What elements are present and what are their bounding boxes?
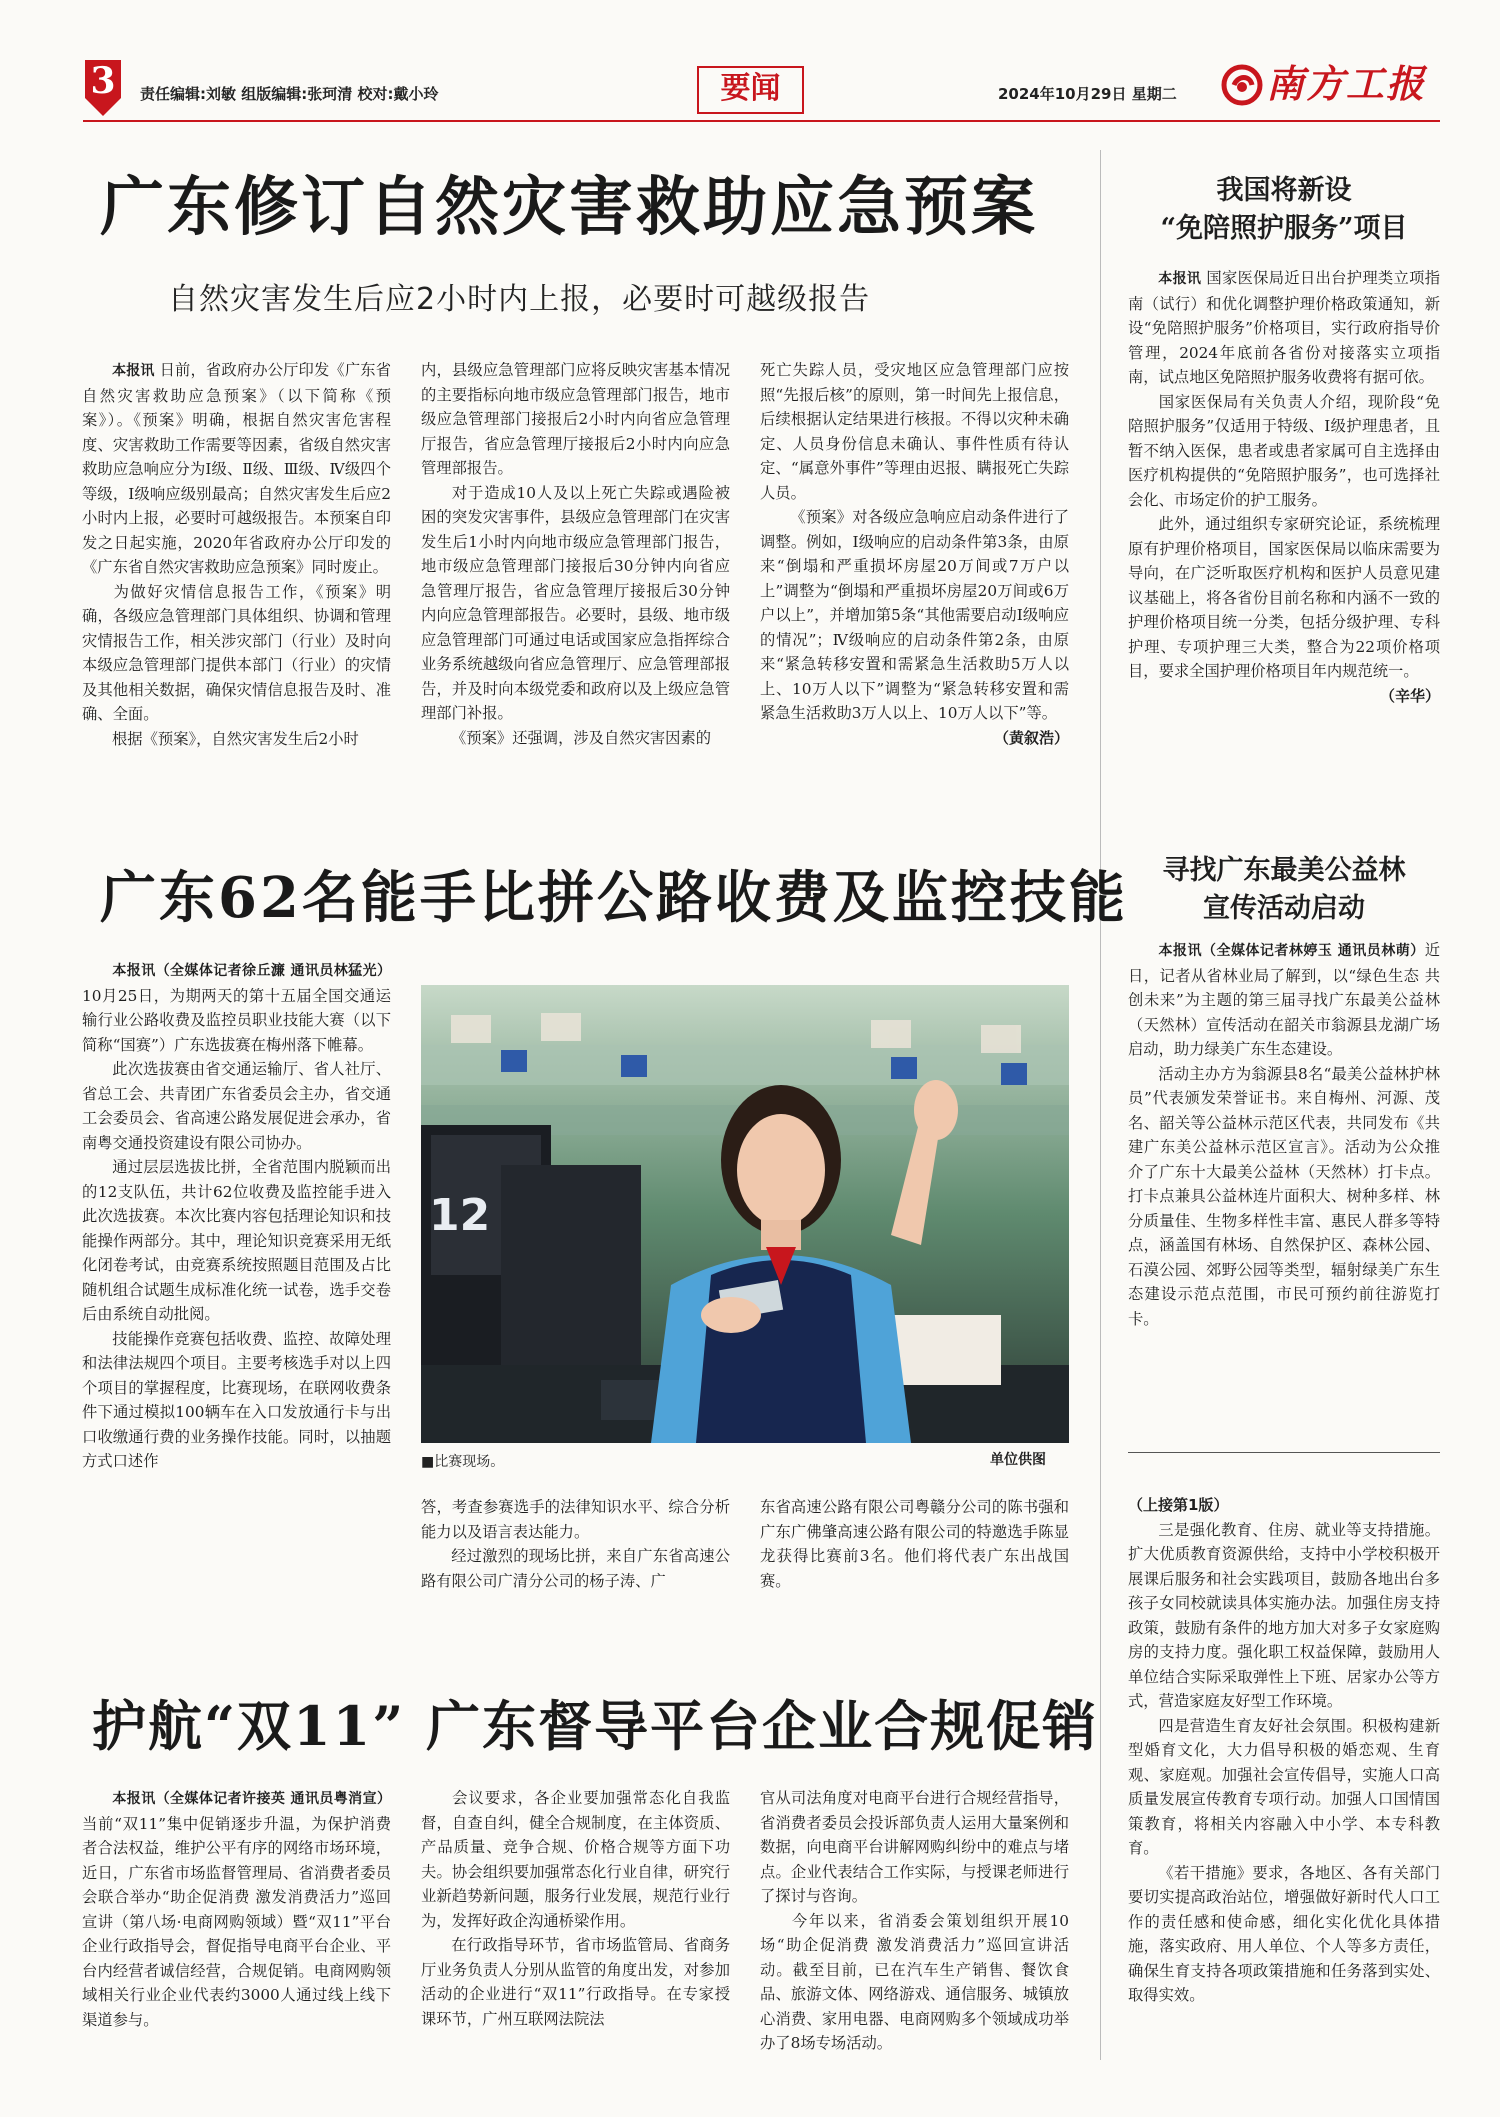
article2-paragraph: 答，考查参赛选手的法律知识水平、综合分析能力以及语言表达能力。 <box>421 1498 730 1541</box>
article3-paragraph: 当前“双11”集中促销逐步升温，为保护消费者合法权益，维护公平有序的网络市场环境，近日，广东省市场监督管理局、省消费者委员会联合举办“助企促消费 激发消费活力”巡回宣讲（第八场·电商网购领域）暨“双11”平台企业行政指导会，督促指导电商平台企业、平台内经营者诚信经营，合规促销。电商网购领域相关行业企业代表约3000人通过线上线下渠道参与。 <box>82 1814 391 2029</box>
article3-paragraph: 在行政指导环节，省市场监管局、省商务厅业务负责人分别从监管的角度出发，对参加活动的企业进行“双11”行政指导。在专家授课环节，广州互联网法院法 <box>421 1936 730 2028</box>
article1-byline: 本报讯 <box>112 363 155 379</box>
sidebar1-headline-line1: 我国将新设 <box>1216 175 1352 206</box>
article1-subheadline: 自然灾害发生后应2小时内上报，必要时可越级报告 <box>168 282 871 317</box>
continued-label: （上接第1版） <box>1128 1496 1229 1514</box>
article1-paragraph: 根据《预案》，自然灾害发生后2小时 <box>112 729 359 748</box>
article1-paragraph: 对于造成10人及以上死亡失踪或遇险被困的突发灾害事件，县级应急管理部门在灾害发生后1小时内向地市级应急管理部门报告，地市级应急管理部门接报后30分钟内向省应急管理厅报告，省应急管理厅接报后30分钟内向应急管理部报告。必要时，县级、地市级应急管理部门可通过电话或国家应急指挥综合业务系统越级向省应急管理厅、应急管理部报告，并及时向本级党委和政府以及上级应急管理部门补报。 <box>421 483 730 722</box>
sidebar1-headline-line2: “免陪照护服务”项目 <box>1160 213 1408 244</box>
continued-paragraph: 三是强化教育、住房、就业等支持措施。扩大优质教育资源供给，支持中小学校积极开展课后服务和社会实践项目，鼓励各地出台多孩子女同校就读具体实施办法。加强住房支持政策，鼓励有条件的地方加大对多子女家庭购房的支持力度。强化职工权益保障，鼓励用人单位结合实际采取弹性上下班、居家办公等方式，营造家庭友好型工作环境。 <box>1128 1520 1440 1710</box>
masthead-rule <box>83 120 1440 122</box>
article2-col3 <box>760 1495 1069 1593</box>
article2-photo-caption: ■比赛现场。 <box>421 1454 505 1470</box>
article2-photo-credit: 单位供图 <box>990 1452 1046 1468</box>
continued-block <box>1128 1493 1440 2008</box>
sidebar2 <box>1128 852 1440 1331</box>
sidebar2-paragraph: 近日，记者从省林业局了解到，以“绿色生态 共创未来”为主题的第三届寻找广东最美公益林（天然林）宣传活动在韶关市翁源县龙湖广场启动，助力绿美广东生态建设。 <box>1128 941 1440 1058</box>
sidebar1-paragraph: 国家医保局有关负责人介绍，现阶段“免陪照护服务”仅适用于特级、Ⅰ级护理患者，且暂不纳入医保，患者或患者家属可自主选择由医疗机构提供的“免陪照护服务”，也可选择社会化、市场定价的护工服务。 <box>1128 392 1440 509</box>
section-label: 要闻 <box>720 71 781 106</box>
photo-booth-number: 12 <box>429 1190 491 1241</box>
sidebar1-paragraph: 国家医保局近日出台护理类立项指南（试行）和优化调整护理价格政策通知，新设“免陪照护服务”价格项目，实行政府指导价管理，2024年底前各省份对接落实立项指南，试点地区免陪照护服务收费将有据可依。 <box>1128 269 1440 386</box>
continued-paragraph: 《若干措施》要求，各地区、各有关部门要切实提高政治站位，增强做好新时代人口工作的责任感和使命感，细化实化优化具体措施，落实政府、用人单位、个人等多方责任，确保生育支持各项政策措施和任务落到实处、取得实效。 <box>1128 1863 1440 2004</box>
sidebar2-headline-line2: 宣传活动启动 <box>1203 893 1365 924</box>
article3-col1 <box>82 1786 391 2032</box>
article1-author: （黄叙浩） <box>993 728 1069 747</box>
paper-logo-emblem-icon <box>1220 63 1264 107</box>
article1-paragraph: 为做好灾情信息报告工作，《预案》明确，各级应急管理部门具体组织、协调和管理灾情报告工作，相关涉灾部门（行业）及时向本级应急管理部门提供本部门（行业）的灾情及其他相关数据，确保灾情信息报告及时、准确、全面。 <box>82 582 391 723</box>
article3-col2 <box>421 1786 730 2031</box>
article2-headline: 广东62名能手比拼公路收费及监控技能 <box>100 865 1128 931</box>
article1-paragraph: 内，县级应急管理部门应将反映灾害基本情况的主要指标向地市级应急管理部门报告，地市级应急管理部门接报后2小时内向省应急管理厅报告，省应急管理厅接报后2小时内向应急管理部报告。 <box>421 361 730 477</box>
article3-col3 <box>760 1786 1069 2056</box>
sidebar1-author: （辛华） <box>1379 686 1440 705</box>
issue-date: 2024年10月29日 星期二 <box>998 85 1177 103</box>
article1-col2 <box>421 358 730 750</box>
article3-paragraph: 今年以来，省消委会策划组织开展10场“助企促消费 激发消费活力”巡回宣讲活动。截至目前，已在汽车生产销售、餐饮食品、旅游文体、网络游戏、通信服务、城镇放心消费、家用电器、电商网购多个领域成功举办了8场专场活动。 <box>760 1911 1069 2052</box>
section-label-box <box>697 66 804 114</box>
article2-byline: 本报讯（全媒体记者徐丘濂 通讯员林猛光） <box>112 963 391 979</box>
article1-paragraph: 日前，省政府办公厅印发《广东省自然灾害救助应急预案》（以下简称《预案》）。《预案》明确，根据自然灾害危害程度、灾害救助工作需要等因素，省级自然灾害救助应急响应分为Ⅰ级、Ⅱ级、Ⅲ级、Ⅳ级四个等级，Ⅰ级响应级别最高；自然灾害发生后应2小时内上报，必要时可越级报告。本预案自印发之日起实施，2020年省政府办公厅印发的《广东省自然灾害救助应急预案》同时废止。 <box>82 361 391 576</box>
article3-byline: 本报讯（全媒体记者许接英 通讯员粤消宣） <box>112 1791 391 1807</box>
sidebar2-headline-line1: 寻找广东最美公益林 <box>1162 855 1406 886</box>
paper-name: 南方工报 <box>1266 61 1427 106</box>
article2-col2 <box>421 1495 730 1593</box>
article3-headline: 护航“双11” 广东督导平台企业合规促销 <box>92 1694 1099 1758</box>
article3-paragraph: 官从司法角度对电商平台进行合规经营指导，省消费者委员会投诉部负责人运用大量案例和数据，向电商平台讲解网购纠纷中的难点与堵点。企业代表结合工作实际，与授课老师进行了探讨与咨询。 <box>760 1789 1069 1905</box>
article2-paragraph: 通过层层选拔比拼，全省范围内脱颖而出的12支队伍，共计62位收费及监控能手进入此次选拔赛。本次比赛内容包括理论知识和技能操作两部分。其中，理论知识竞赛采用无纸化闭卷考试，由竞赛系统按照题目范围及占比随机组合试题生成标准化统一试卷，选手交卷后由系统自动批阅。 <box>82 1158 391 1323</box>
masthead <box>0 0 1500 125</box>
page-number-badge <box>83 58 123 118</box>
article2-paragraph: 东省高速公路有限公司粤赣分公司的陈书强和广东广佛肇高速公路有限公司的特邀选手陈显龙获得比赛前3名。他们将代表广东出战国赛。 <box>760 1498 1069 1590</box>
article2-paragraph: 技能操作竞赛包括收费、监控、故障处理和法律法规四个项目。主要考核选手对以上四个项目的掌握程度，比赛现场，在联网收费条件下通过模拟100辆车在入口发放通行卡与出口收缴通行费的业务操作技能。同时，以抽题方式口述作 <box>82 1329 391 1470</box>
paper-logo <box>1220 60 1440 110</box>
contest-scene-illustration <box>421 985 1069 1443</box>
sidebar2-paragraph: 活动主办方为翁源县8名“最美公益林护林员”代表颁发荣誉证书。来自梅州、河源、茂名、韶关等公益林示范区代表，共同发布《共建广东美公益林示范区宣言》。活动为公众推介了广东十大最美公益林（天然林）打卡点。打卡点兼具公益林连片面积大、树种多样、林分质量佳、生物多样性丰富、惠民人群多等特点，涵盖国有林场、自然保护区、森林公园、石漠公园、郊野公园等类型，辐射绿美广东生态建设示范点范围，市民可预约前往游览打卡。 <box>1128 1064 1440 1328</box>
article2-photo <box>421 985 1069 1443</box>
article1-paragraph: 死亡失踪人员，受灾地区应急管理部门应按照“先报后核”的原则，第一时间先上报信息，后续根据认定结果进行核报。不得以灾种未确定、人员身份信息未确认、事件性质有待认定、“属意外事件”等理由迟报、瞒报死亡失踪人员。 <box>760 361 1069 502</box>
article1-paragraph: 《预案》对各级应急响应启动条件进行了调整。例如，Ⅰ级响应的启动条件第3条，由原来“倒塌和严重损坏房屋20万间或7万户以上”调整为“倒塌和严重损坏房屋20万间或6万户以上”，并增加第5条“其他需要启动Ⅰ级响应的情况”；Ⅳ级响应的启动条件第2条，由原来“紧急转移安置和需紧急生活救助5万人以上、10万人以下”调整为“紧急转移安置和需紧急生活救助3万人以上、10万人以下”等。 <box>760 508 1069 722</box>
sidebar2-byline: 本报讯（全媒体记者林婷玉 通讯员林萌） <box>1158 943 1425 959</box>
column-divider <box>1100 150 1101 2060</box>
sidebar-separator <box>1128 1452 1440 1453</box>
sidebar1-byline: 本报讯 <box>1158 271 1202 287</box>
continued-paragraph: 四是营造生育友好社会氛围。积极构建新型婚育文化，大力倡导积极的婚恋观、生育观、家庭观。加强社会宣传倡导，实施人口高质量发展宣传教育专项行动。加强人口国情国策教育，将相关内容融入中小学、本专科教育。 <box>1128 1716 1440 1857</box>
article2-paragraph: 10月25日，为期两天的第十五届全国交通运输行业公路收费及监控员职业技能大赛（以下简称“国赛”）广东选拔赛在梅州落下帷幕。 <box>82 986 391 1054</box>
article2-paragraph: 此次选拔赛由省交通运输厅、省人社厅、省总工会、共青团广东省委员会主办，省交通工会委员会、省高速公路发展促进会承办，省南粤交通投资建设有限公司协办。 <box>82 1060 391 1152</box>
article2-col1 <box>82 958 391 1474</box>
article1-col3 <box>760 358 1069 750</box>
article2-paragraph: 经过激烈的现场比拼，来自广东省高速公路有限公司广清分公司的杨子涛、广 <box>421 1547 730 1590</box>
editor-credits: 责任编辑:刘敏 组版编辑:张珂清 校对:戴小玲 <box>140 85 439 103</box>
sidebar1-paragraph: 此外，通过组织专家研究论证，系统梳理原有护理价格项目，国家医保局以临床需要为导向，在广泛听取医疗机构和医护人员意见建议基础上，将各省份目前名称和内涵不一致的护理价格项目统一分类，包括分级护理、专科护理、专项护理三大类，整合为22项价格项目，要求全国护理价格项目年内规范统一。 <box>1128 515 1440 680</box>
article1-paragraph: 《预案》还强调，涉及自然灾害因素的 <box>451 728 712 747</box>
article3-paragraph: 会议要求，各企业要加强常态化自我监督，自查自纠，健全合规制度，在主体资质、产品质量、竞争合规、价格合规等方面下功夫。协会组织要加强常态化行业自律，研究行业新趋势新问题，服务行业发展，规范行业行为，发挥好政企沟通桥梁作用。 <box>421 1789 730 1930</box>
sidebar1 <box>1128 172 1440 708</box>
page-number: 3 <box>90 60 116 102</box>
article1-col1 <box>82 358 391 751</box>
article1-headline: 广东修订自然灾害救助应急预案 <box>100 170 1038 245</box>
